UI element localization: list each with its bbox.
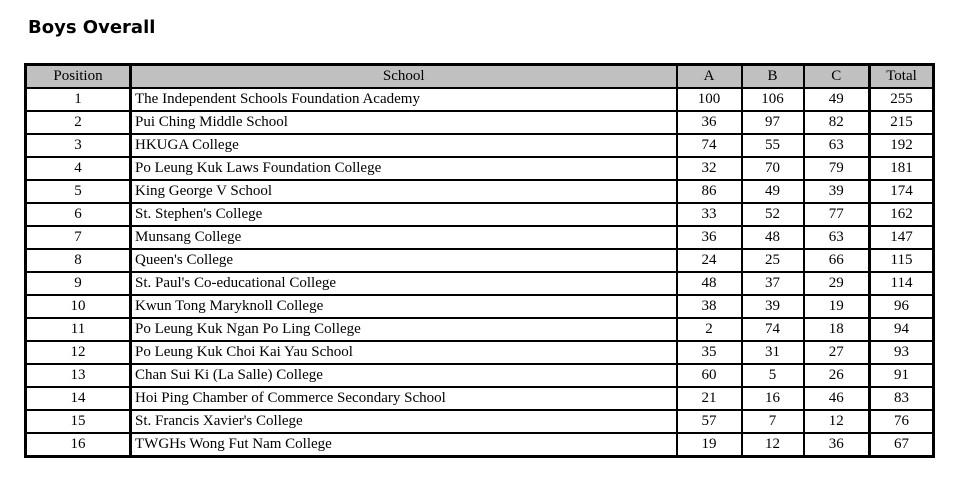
score-a-cell: 2 (677, 318, 742, 341)
position-cell: 6 (26, 203, 131, 226)
school-cell: St. Stephen's College (131, 203, 677, 226)
score-b-cell: 49 (742, 180, 804, 203)
table-row (26, 157, 934, 180)
score-b-cell: 74 (742, 318, 804, 341)
position-cell: 1 (26, 88, 131, 111)
total-cell: 83 (870, 387, 934, 410)
position-cell: 13 (26, 364, 131, 387)
total-cell: 96 (870, 295, 934, 318)
school-cell: Queen's College (131, 249, 677, 272)
position-cell: 12 (26, 341, 131, 364)
score-c-cell: 36 (804, 433, 870, 457)
score-a-cell: 57 (677, 410, 742, 433)
total-cell: 93 (870, 341, 934, 364)
column-header-position: Position (26, 65, 131, 89)
results-table (24, 63, 935, 458)
position-cell: 16 (26, 433, 131, 457)
score-b-cell: 16 (742, 387, 804, 410)
score-c-cell: 39 (804, 180, 870, 203)
table-row (26, 134, 934, 157)
table-body (26, 88, 934, 457)
score-a-cell: 100 (677, 88, 742, 111)
table-row (26, 318, 934, 341)
table-row (26, 410, 934, 433)
total-cell: 76 (870, 410, 934, 433)
column-header-total: Total (870, 65, 934, 89)
column-header-a: A (677, 65, 742, 89)
total-cell: 94 (870, 318, 934, 341)
column-header-c: C (804, 65, 870, 89)
score-b-cell: 106 (742, 88, 804, 111)
school-cell: King George V School (131, 180, 677, 203)
total-cell: 147 (870, 226, 934, 249)
table-row (26, 111, 934, 134)
school-cell: The Independent Schools Foundation Academy (131, 88, 677, 111)
total-cell: 192 (870, 134, 934, 157)
score-a-cell: 21 (677, 387, 742, 410)
score-a-cell: 60 (677, 364, 742, 387)
score-c-cell: 79 (804, 157, 870, 180)
score-b-cell: 31 (742, 341, 804, 364)
school-cell: Po Leung Kuk Ngan Po Ling College (131, 318, 677, 341)
position-cell: 9 (26, 272, 131, 295)
table-row (26, 341, 934, 364)
school-cell: St. Paul's Co-educational College (131, 272, 677, 295)
score-b-cell: 37 (742, 272, 804, 295)
total-cell: 114 (870, 272, 934, 295)
page-title: Boys Overall (28, 17, 156, 38)
score-b-cell: 55 (742, 134, 804, 157)
score-a-cell: 38 (677, 295, 742, 318)
school-cell: Po Leung Kuk Laws Foundation College (131, 157, 677, 180)
score-c-cell: 29 (804, 272, 870, 295)
table-row (26, 88, 934, 111)
total-cell: 255 (870, 88, 934, 111)
position-cell: 15 (26, 410, 131, 433)
score-c-cell: 27 (804, 341, 870, 364)
score-b-cell: 52 (742, 203, 804, 226)
position-cell: 3 (26, 134, 131, 157)
score-a-cell: 36 (677, 111, 742, 134)
score-b-cell: 48 (742, 226, 804, 249)
score-a-cell: 86 (677, 180, 742, 203)
school-cell: Pui Ching Middle School (131, 111, 677, 134)
total-cell: 174 (870, 180, 934, 203)
position-cell: 14 (26, 387, 131, 410)
score-a-cell: 19 (677, 433, 742, 457)
score-a-cell: 48 (677, 272, 742, 295)
position-cell: 2 (26, 111, 131, 134)
score-b-cell: 70 (742, 157, 804, 180)
score-b-cell: 39 (742, 295, 804, 318)
score-c-cell: 46 (804, 387, 870, 410)
table-row (26, 272, 934, 295)
score-a-cell: 74 (677, 134, 742, 157)
position-cell: 4 (26, 157, 131, 180)
school-cell: Hoi Ping Chamber of Commerce Secondary School (131, 387, 677, 410)
table-row (26, 203, 934, 226)
table-row (26, 249, 934, 272)
score-b-cell: 5 (742, 364, 804, 387)
school-cell: Chan Sui Ki (La Salle) College (131, 364, 677, 387)
total-cell: 215 (870, 111, 934, 134)
position-cell: 8 (26, 249, 131, 272)
total-cell: 67 (870, 433, 934, 457)
score-b-cell: 12 (742, 433, 804, 457)
score-c-cell: 63 (804, 226, 870, 249)
position-cell: 7 (26, 226, 131, 249)
school-cell: TWGHs Wong Fut Nam College (131, 433, 677, 457)
score-c-cell: 18 (804, 318, 870, 341)
score-a-cell: 32 (677, 157, 742, 180)
school-cell: Kwun Tong Maryknoll College (131, 295, 677, 318)
score-a-cell: 35 (677, 341, 742, 364)
score-b-cell: 25 (742, 249, 804, 272)
school-cell: Munsang College (131, 226, 677, 249)
position-cell: 10 (26, 295, 131, 318)
total-cell: 115 (870, 249, 934, 272)
table-row (26, 433, 934, 457)
score-a-cell: 36 (677, 226, 742, 249)
score-c-cell: 82 (804, 111, 870, 134)
table-row (26, 387, 934, 410)
score-c-cell: 66 (804, 249, 870, 272)
school-cell: St. Francis Xavier's College (131, 410, 677, 433)
score-b-cell: 7 (742, 410, 804, 433)
table-row (26, 226, 934, 249)
table-row (26, 295, 934, 318)
school-cell: HKUGA College (131, 134, 677, 157)
school-cell: Po Leung Kuk Choi Kai Yau School (131, 341, 677, 364)
table-header-row (26, 65, 934, 89)
table-row (26, 364, 934, 387)
total-cell: 181 (870, 157, 934, 180)
column-header-b: B (742, 65, 804, 89)
score-c-cell: 49 (804, 88, 870, 111)
total-cell: 162 (870, 203, 934, 226)
score-c-cell: 19 (804, 295, 870, 318)
position-cell: 11 (26, 318, 131, 341)
table-row (26, 180, 934, 203)
score-b-cell: 97 (742, 111, 804, 134)
score-a-cell: 24 (677, 249, 742, 272)
total-cell: 91 (870, 364, 934, 387)
score-c-cell: 63 (804, 134, 870, 157)
score-c-cell: 26 (804, 364, 870, 387)
position-cell: 5 (26, 180, 131, 203)
score-c-cell: 12 (804, 410, 870, 433)
score-c-cell: 77 (804, 203, 870, 226)
score-a-cell: 33 (677, 203, 742, 226)
column-header-school: School (131, 65, 677, 89)
